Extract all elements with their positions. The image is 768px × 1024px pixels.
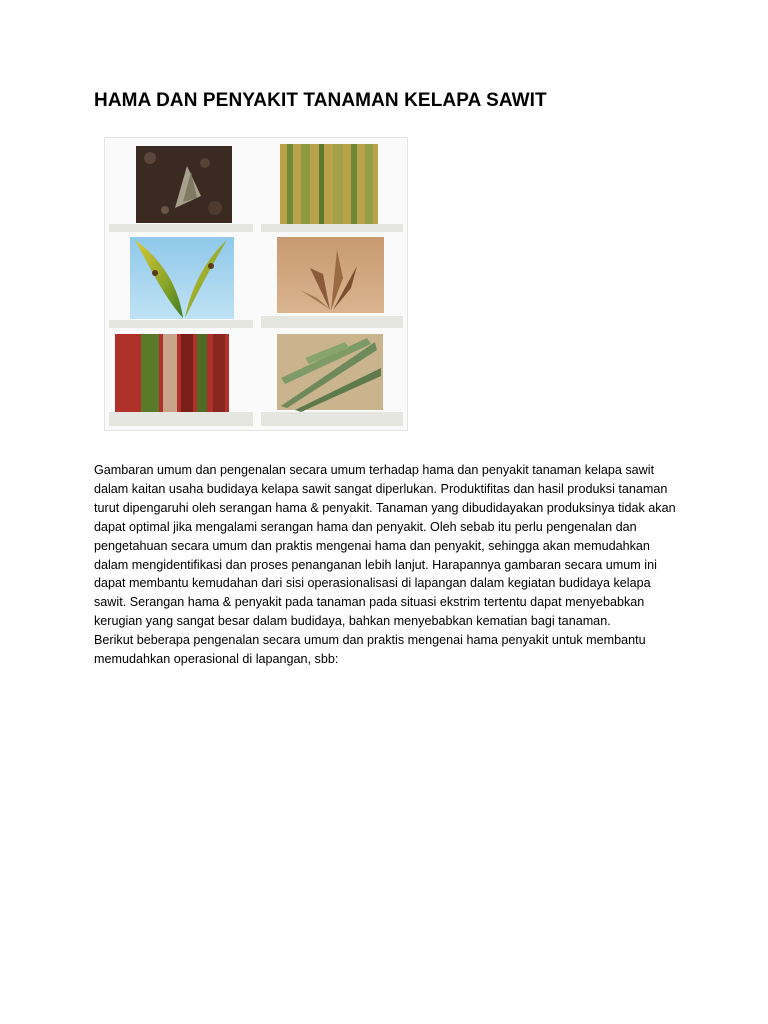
red-stem-photo bbox=[115, 334, 229, 416]
caption-strip bbox=[109, 320, 253, 328]
page-title: HAMA DAN PENYAKIT TANAMAN KELAPA SAWIT bbox=[94, 90, 547, 111]
caption-strip bbox=[109, 224, 253, 232]
yellow-leaves-photo bbox=[130, 237, 234, 319]
caption-strip bbox=[261, 316, 403, 328]
pest-disease-figure bbox=[104, 137, 408, 431]
seedling-soil-photo bbox=[136, 146, 232, 223]
intro-paragraph: Gambaran umum dan pengenalan secara umum terhadap hama dan penyakit tanaman kelapa sawit dalam kaitan usaha budidaya kelapa sawit sangat diperlukan. Produktifitas dan hasil produksi tanaman turut dipengaruhi oleh serangan hama & penyakit. Tanaman yang dibudidayakan produksinya tidak akan dapat optimal jika mengalami serangan hama dan penyakit. Oleh sebab itu perlu pengenalan dan pengetahuan secara umum dan praktis mengenai hama dan penyakit, sehingga akan memudahkan dalam mengidentifikasi dan proses penanganan lebih lanjut. Harapannya gambaran secara umum ini dapat membantu kemudahan dari sisi operasionalisasi di lapangan dalam kegiatan budidaya kelapa sawit. Serangan hama & penyakit pada tanaman pada situasi ekstrim tertentu dapat menyebabkan kerugian yang sangat besar dalam budidaya, bahkan menyebabkan kematian bagi tanaman. bbox=[94, 463, 676, 629]
green-fronds-photo bbox=[277, 334, 383, 412]
caption-strip bbox=[261, 224, 403, 232]
seedling-sand-photo bbox=[277, 237, 384, 313]
caption-strip bbox=[109, 412, 253, 426]
body-text bbox=[94, 461, 684, 669]
followup-paragraph: Berikut beberapa pengenalan secara umum dan praktis mengenai hama penyakit untuk membantu memudahkan operasional di lapangan, sbb: bbox=[94, 633, 646, 667]
striped-leaves-photo bbox=[280, 144, 378, 226]
caption-strip bbox=[261, 412, 403, 426]
